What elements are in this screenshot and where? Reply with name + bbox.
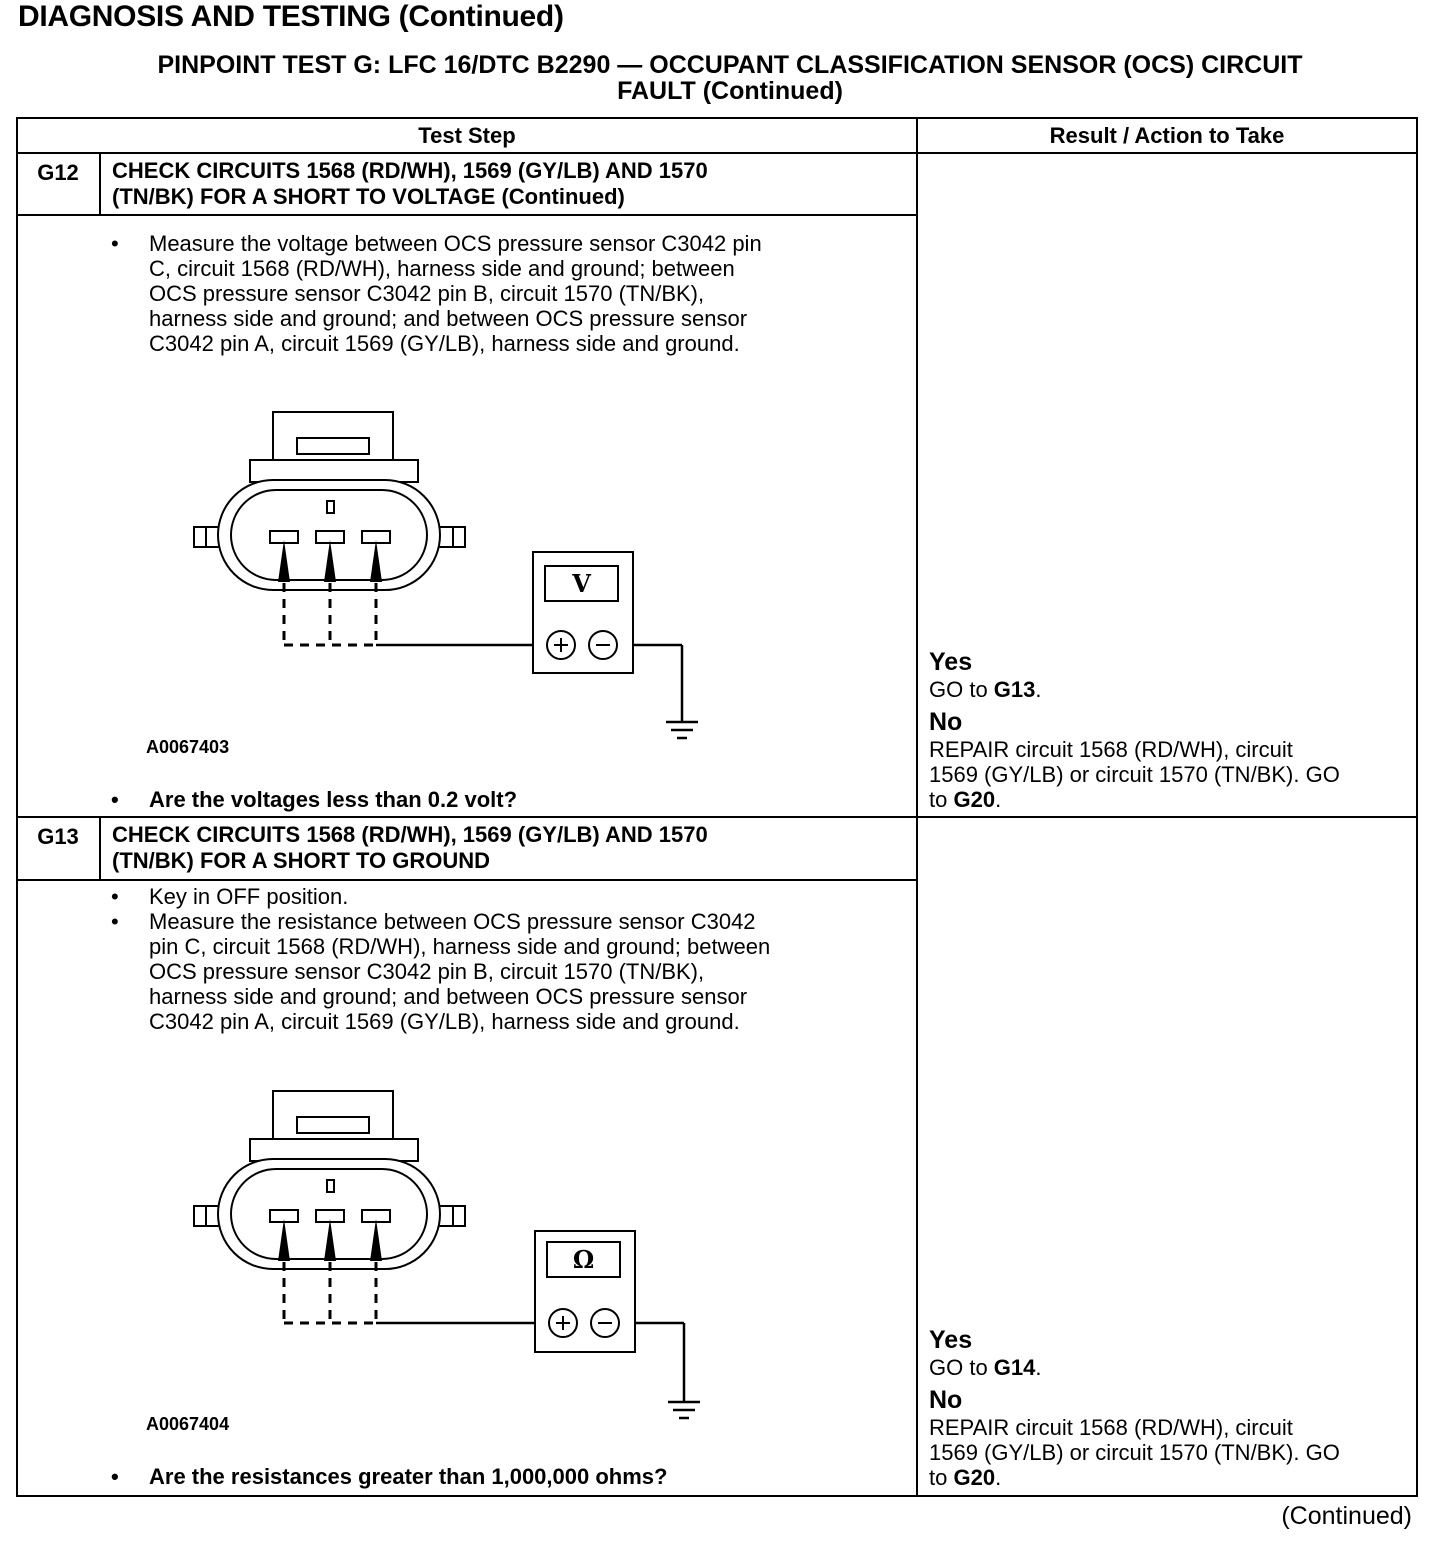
step-heading-line: CHECK CIRCUITS 1568 (RD/WH), 1569 (GY/LB) AND 1570 xyxy=(112,822,708,847)
instruction-line: C3042 pin A, circuit 1569 (GY/LB), harness side and ground. xyxy=(149,1009,740,1034)
figure-id-g13: A0067404 xyxy=(146,1414,230,1434)
instruction-line: Measure the resistance between OCS pressure sensor C3042 xyxy=(149,909,756,934)
no-target-step: G20 xyxy=(953,1465,996,1490)
question-text: Are the resistances greater than 1,000,000 ohms? xyxy=(149,1464,668,1489)
bullet: • xyxy=(111,787,119,812)
no-action-text: to xyxy=(929,1465,954,1490)
bullet: • xyxy=(111,231,119,256)
no-action-line: 1569 (GY/LB) or circuit 1570 (TN/BK). GO xyxy=(929,762,1340,787)
step-id-g13: G13 xyxy=(37,824,79,849)
bullet: • xyxy=(111,909,119,934)
yes-action-text: GO to xyxy=(929,677,994,702)
no-action-text: to xyxy=(929,787,954,812)
instruction-line: OCS pressure sensor C3042 pin B, circuit 1570 (TN/BK), xyxy=(149,959,705,984)
instruction-line: pin C, circuit 1568 (RD/WH), harness side and ground; between xyxy=(149,934,771,959)
yes-target-step: G13 xyxy=(993,677,1036,702)
bullet: • xyxy=(111,1464,119,1489)
yes-label: Yes xyxy=(929,1326,973,1354)
step-id-g12: G12 xyxy=(37,160,79,185)
instruction-line: C3042 pin A, circuit 1569 (GY/LB), harness side and ground. xyxy=(149,331,740,356)
meter-symbol-volt: V xyxy=(572,569,591,598)
yes-target-step: G14 xyxy=(993,1355,1036,1380)
no-period: . xyxy=(995,1465,1002,1490)
continued-footer: (Continued) xyxy=(1281,1502,1412,1530)
no-label: No xyxy=(929,708,963,736)
question-text: Are the voltages less than 0.2 volt? xyxy=(149,787,518,812)
step-heading-line: (TN/BK) FOR A SHORT TO GROUND xyxy=(112,848,491,873)
step-heading-line: CHECK CIRCUITS 1568 (RD/WH), 1569 (GY/LB) AND 1570 xyxy=(112,158,708,183)
no-action-line: REPAIR circuit 1568 (RD/WH), circuit xyxy=(929,1415,1293,1440)
yes-action-text: GO to xyxy=(929,1355,994,1380)
subtitle-line-2: FAULT (Continued) xyxy=(617,77,843,105)
bullet: • xyxy=(111,884,119,909)
column-header-result: Result / Action to Take xyxy=(1049,123,1285,148)
yes-period: . xyxy=(1035,677,1042,702)
yes-label: Yes xyxy=(929,648,973,676)
no-label: No xyxy=(929,1386,963,1414)
instruction-line: C, circuit 1568 (RD/WH), harness side and ground; between xyxy=(149,256,735,281)
instruction-line: Key in OFF position. xyxy=(149,884,349,909)
question-g13 xyxy=(111,1464,668,1489)
yes-action xyxy=(929,1355,1340,1380)
no-action-line: 1569 (GY/LB) or circuit 1570 (TN/BK). GO xyxy=(929,1440,1340,1465)
figure-id-g12: A0067403 xyxy=(146,737,230,757)
page-title: DIAGNOSIS AND TESTING (Continued) xyxy=(18,0,564,33)
no-period: . xyxy=(995,787,1002,812)
no-action-line: REPAIR circuit 1568 (RD/WH), circuit xyxy=(929,737,1293,762)
instruction-line: harness side and ground; and between OCS pressure sensor xyxy=(149,984,748,1009)
step-heading-line: (TN/BK) FOR A SHORT TO VOLTAGE (Continued) xyxy=(112,184,625,209)
instruction-line: harness side and ground; and between OCS pressure sensor xyxy=(149,306,748,331)
result-g13 xyxy=(929,1326,1340,1490)
meter-symbol-ohm: Ω xyxy=(572,1245,595,1274)
instruction-line: Measure the voltage between OCS pressure sensor C3042 pin xyxy=(149,231,762,256)
subtitle-line-1: PINPOINT TEST G: LFC 16/DTC B2290 — OCCUPANT CLASSIFICATION SENSOR (OCS) CIRCUIT xyxy=(157,51,1303,79)
no-target-step: G20 xyxy=(953,787,996,812)
column-header-test-step: Test Step xyxy=(418,123,516,148)
no-action-line xyxy=(929,1465,1340,1490)
yes-period: . xyxy=(1035,1355,1042,1380)
instruction-line: OCS pressure sensor C3042 pin B, circuit 1570 (TN/BK), xyxy=(149,281,705,306)
